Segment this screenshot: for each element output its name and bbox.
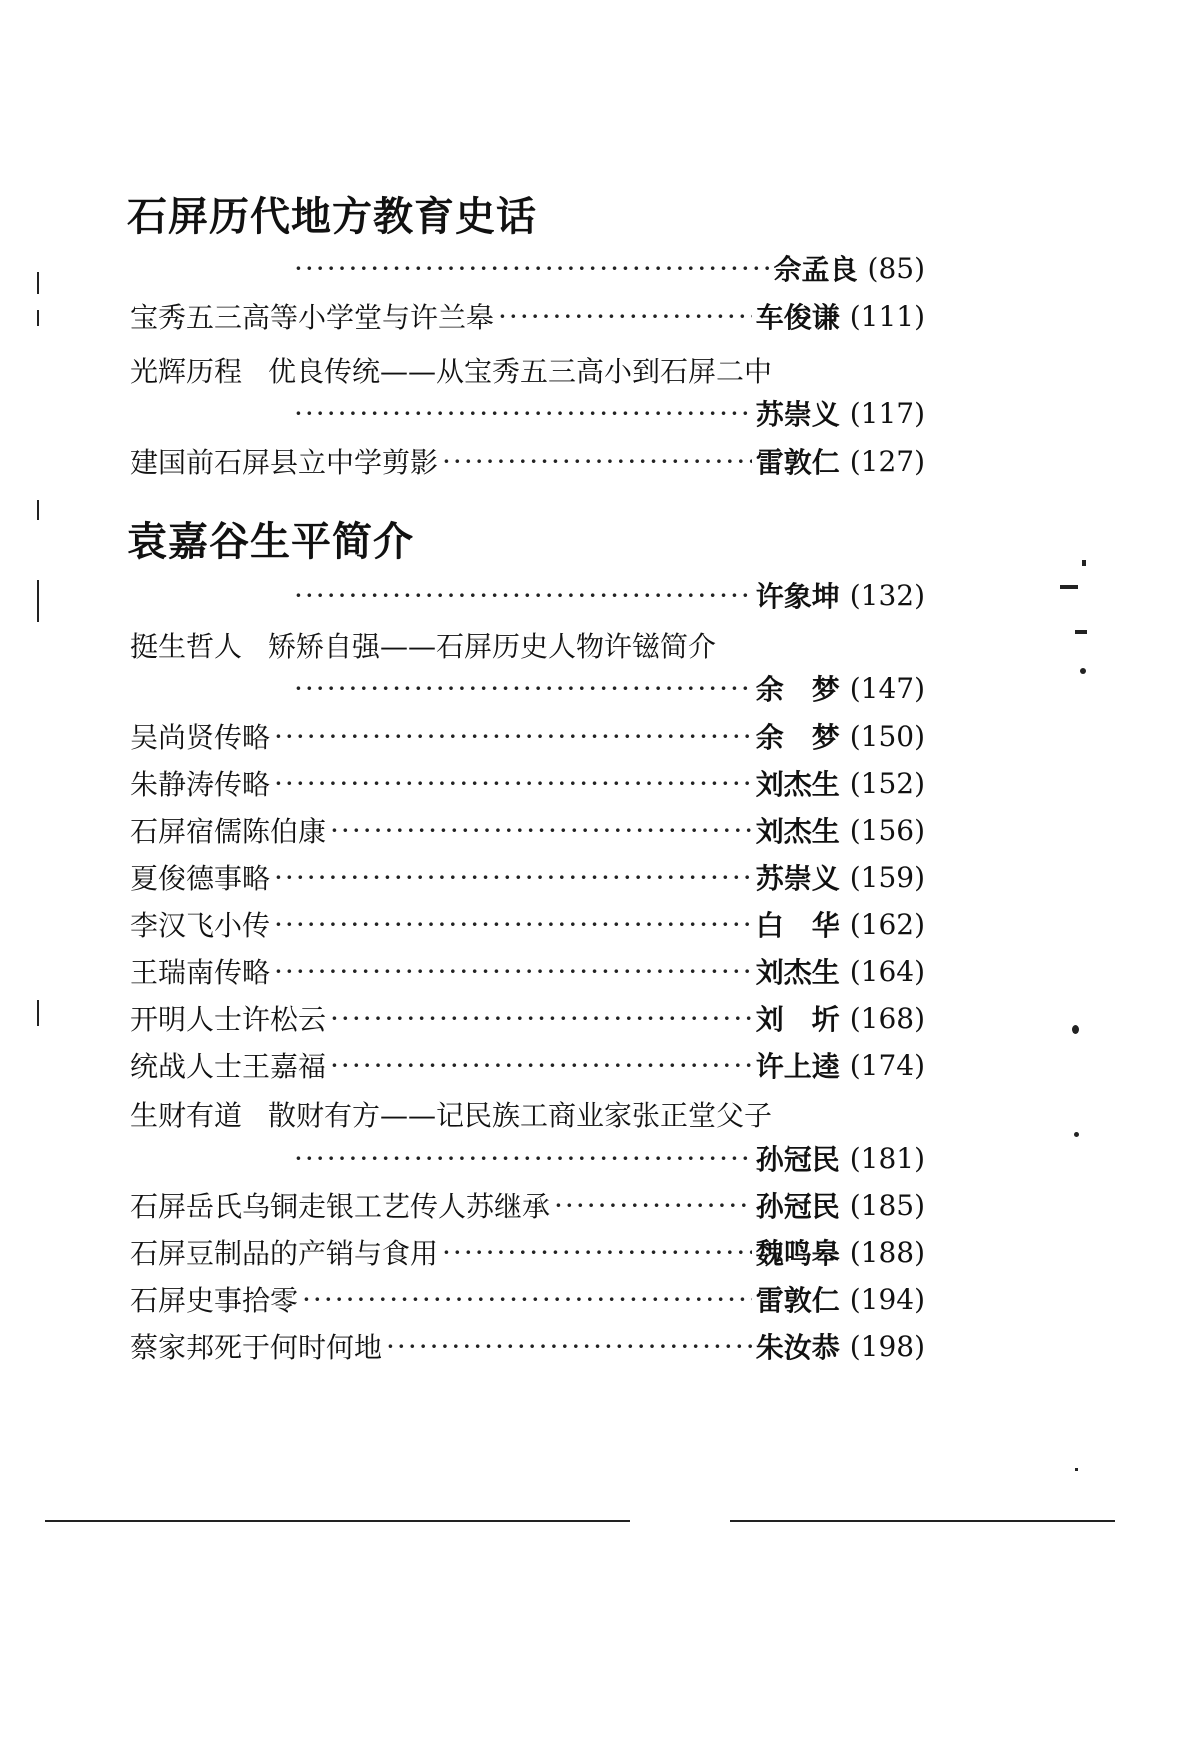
toc-entry xyxy=(130,1279,925,1319)
entry-title-part: 散财有方——记民族工商业家张正堂父子 xyxy=(268,1099,773,1132)
entry-page: (152) xyxy=(849,766,925,800)
toc-entry xyxy=(290,1138,925,1178)
entry-author: 刘杰生 xyxy=(755,768,840,801)
toc-entry xyxy=(290,248,925,288)
entry-title: 李汉飞小传 xyxy=(130,909,271,942)
entry-page: (127) xyxy=(849,444,925,478)
entry-author: 孙冠民 xyxy=(755,1190,840,1223)
leader-dots xyxy=(274,955,752,988)
leader-dots xyxy=(274,908,752,941)
entry-title: 石屏豆制品的产销与食用 xyxy=(130,1237,439,1270)
entry-page: (150) xyxy=(849,719,925,753)
entry-title: 朱静涛传略 xyxy=(130,768,271,801)
toc-entry xyxy=(130,441,925,481)
entry-title: 石屏史事拾零 xyxy=(130,1284,299,1317)
entry-author: 余 梦 xyxy=(755,673,840,706)
toc-entry xyxy=(290,393,925,433)
leader-dots xyxy=(294,1142,752,1175)
entry-author: 许象坤 xyxy=(755,580,840,613)
toc-entry xyxy=(130,716,925,756)
leader-dots xyxy=(302,1283,752,1316)
toc-entry xyxy=(130,810,925,850)
leader-dots xyxy=(294,579,752,612)
entry-page: (111) xyxy=(849,299,925,333)
entry-page: (174) xyxy=(849,1048,925,1082)
entry-author: 苏崇义 xyxy=(755,862,840,895)
entry-author: 刘杰生 xyxy=(755,815,840,848)
scan-mark xyxy=(1082,560,1086,566)
entry-author: 佘孟良 xyxy=(773,253,858,286)
entry-page: (168) xyxy=(849,1001,925,1035)
leader-dots xyxy=(442,1236,752,1269)
scan-mark xyxy=(1074,1132,1079,1137)
entry-title: 建国前石屏县立中学剪影 xyxy=(130,446,439,479)
entry-page: (181) xyxy=(849,1141,925,1175)
toc-entry xyxy=(130,857,925,897)
leader-dots xyxy=(330,814,752,847)
entry-title-line xyxy=(130,625,716,665)
entry-page: (194) xyxy=(849,1282,925,1316)
toc-entry xyxy=(130,904,925,944)
leader-dots xyxy=(274,767,752,800)
entry-page: (188) xyxy=(849,1235,925,1269)
entry-page: (132) xyxy=(849,578,925,612)
entry-author: 孙冠民 xyxy=(755,1143,840,1176)
toc-entry xyxy=(130,998,925,1038)
bottom-rule xyxy=(45,1520,630,1522)
leader-dots xyxy=(294,397,752,430)
entry-author: 魏鸣皋 xyxy=(755,1237,840,1270)
scan-mark xyxy=(37,272,39,294)
entry-author: 雷敦仁 xyxy=(755,1284,840,1317)
entry-page: (185) xyxy=(849,1188,925,1222)
entry-title-part: 矫矫自强——石屏历史人物许镃简介 xyxy=(268,630,717,663)
entry-title: 石屏岳氏乌铜走银工艺传人苏继承 xyxy=(130,1190,551,1223)
entry-title-part: 优良传统——从宝秀五三高小到石屏二中 xyxy=(268,355,773,388)
leader-dots xyxy=(274,720,752,753)
scan-mark xyxy=(1080,668,1086,674)
toc-entry xyxy=(130,1185,925,1225)
leader-dots xyxy=(330,1049,752,1082)
toc-entry xyxy=(130,763,925,803)
section-title: 袁嘉谷生平简介 xyxy=(127,519,414,565)
entry-title: 吴尚贤传略 xyxy=(130,721,271,754)
leader-dots xyxy=(498,300,752,333)
entry-author: 余 梦 xyxy=(755,721,840,754)
entry-title-part: 光辉历程 xyxy=(130,355,243,388)
entry-author: 苏崇义 xyxy=(755,398,840,431)
entry-page: (147) xyxy=(849,671,925,705)
entry-author: 刘杰生 xyxy=(755,956,840,989)
entry-page: (159) xyxy=(849,860,925,894)
entry-author: 车俊谦 xyxy=(755,301,840,334)
scan-mark xyxy=(37,310,39,326)
leader-dots xyxy=(274,861,752,894)
entry-page: (85) xyxy=(867,251,925,285)
entry-author: 白 华 xyxy=(755,909,840,942)
toc-entry xyxy=(130,951,925,991)
leader-dots xyxy=(386,1330,752,1363)
entry-title: 宝秀五三高等小学堂与许兰皋 xyxy=(130,301,495,334)
entry-title: 蔡家邦死于何时何地 xyxy=(130,1331,383,1364)
entry-title-part: 生财有道 xyxy=(130,1099,243,1132)
entry-author: 雷敦仁 xyxy=(755,446,840,479)
leader-dots xyxy=(554,1189,752,1222)
scan-mark xyxy=(1072,1025,1079,1034)
entry-page: (156) xyxy=(849,813,925,847)
entry-page: (162) xyxy=(849,907,925,941)
scan-mark xyxy=(1075,1468,1078,1471)
entry-author: 许上逵 xyxy=(755,1050,840,1083)
toc-entry xyxy=(130,1045,925,1085)
entry-title-line xyxy=(130,350,772,390)
toc-entry xyxy=(130,296,925,336)
entry-author: 朱汝恭 xyxy=(755,1331,840,1364)
entry-title: 石屏宿儒陈伯康 xyxy=(130,815,327,848)
entry-author: 刘 圻 xyxy=(755,1003,840,1036)
entry-title: 王瑞南传略 xyxy=(130,956,271,989)
toc-entry xyxy=(130,1232,925,1272)
entry-page: (198) xyxy=(849,1329,925,1363)
entry-title-part: 挺生哲人 xyxy=(130,630,243,663)
leader-dots xyxy=(442,445,752,478)
leader-dots xyxy=(294,252,770,285)
scan-mark xyxy=(37,1000,39,1026)
bottom-rule xyxy=(730,1520,1115,1522)
scan-mark xyxy=(1075,630,1087,634)
toc-entry xyxy=(290,668,925,708)
leader-dots xyxy=(330,1002,752,1035)
leader-dots xyxy=(294,672,752,705)
scan-mark xyxy=(1060,585,1078,589)
toc-entry xyxy=(130,1326,925,1366)
toc-entry xyxy=(290,575,925,615)
entry-title: 夏俊德事略 xyxy=(130,862,271,895)
scan-mark xyxy=(37,580,39,622)
entry-title: 开明人士许松云 xyxy=(130,1003,327,1036)
section-title: 石屏历代地方教育史话 xyxy=(127,194,537,240)
scan-mark xyxy=(37,500,39,520)
entry-page: (164) xyxy=(849,954,925,988)
entry-title-line xyxy=(130,1094,772,1134)
entry-page: (117) xyxy=(849,396,925,430)
entry-title: 统战人士王嘉福 xyxy=(130,1050,327,1083)
